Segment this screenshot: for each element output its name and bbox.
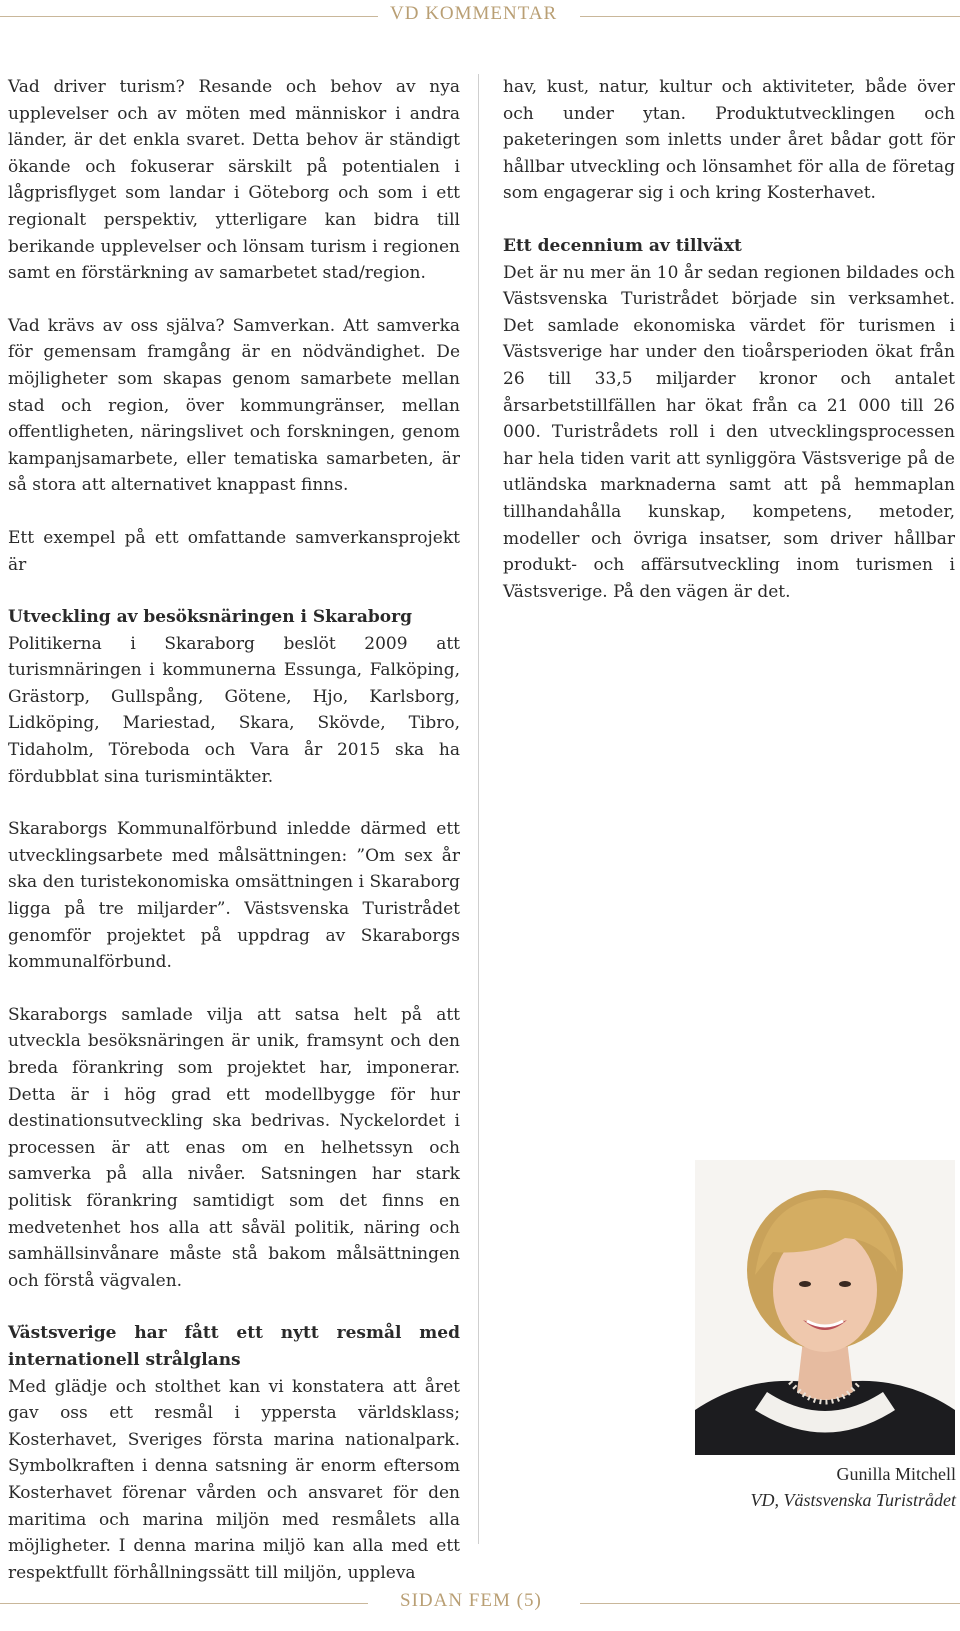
photo-caption-title: VD, Västsvenska Turistrådet — [750, 1490, 956, 1510]
column-divider — [478, 74, 479, 1544]
paragraph-decennium: Det är nu mer än 10 år sedan regionen bildades och Västsvenska Turistrådet började sin verksamhet. Det samlade ekonomiska värdet för turismen i Västsverige har under den tioårsperioden ökat från 26 till 33,5 miljarder kronor och antalet årsarbetstillfällen har ökat från ca 21 000 till 26 000. Turistrådets roll i den utvecklingsprocessen har hela tiden varit att synliggöra Västsverige på de utländska marknaderna samt att på hemmaplan tillhandahålla kunskap, kompetens, metoder, modeller och övriga insatser, som driver hållbar produkt- och affärsutveckling inom turismen i Västsverige. På den vägen är det. — [503, 262, 955, 602]
heading-decennium: Ett decennium av tillväxt — [503, 235, 742, 256]
right-article-column — [503, 74, 955, 631]
page-number: SIDAN FEM (5) — [400, 1590, 542, 1611]
page-section-title: VD KOMMENTAR — [390, 3, 558, 24]
paragraph-skaraborg-goal: Politikerna i Skaraborg beslöt 2009 att turismnäringen i kommunerna Essunga, Falköping, Grästorp, Gullspång, Götene, Hjo, Karlsborg, Lidköping, Mariestad, Skara, Skövde, Tibro, Tidaholm, Töreboda och Vara år 2015 ska ha fördubblat sina turismintäkter. — [8, 633, 460, 787]
paragraph-example-intro: Ett exempel på ett omfattande samverkansprojekt är — [8, 527, 460, 575]
heading-kosterhavet: Västsverige har fått ett nytt resmål med internationell strålglans — [8, 1323, 460, 1370]
paragraph-kommunalforbund: Skaraborgs Kommunalförbund inledde därmed ett utvecklingsarbete med målsättningen: ”Om sex år ska den turistekonomiska omsättningen i Skaraborg ligga på tre miljarder”. Västsvenska Turistrådet genomför projektet på uppdrag av Skaraborgs kommunalförbund. — [8, 819, 460, 973]
portrait-photo — [695, 1160, 955, 1455]
photo-caption-name: Gunilla Mitchell — [836, 1464, 956, 1484]
paragraph-kosterhavet: Med glädje och stolthet kan vi konstatera att året gav oss ett resmål i yppersta världsklass; Kosterhavet, Sveriges första marina nationalpark. Symbolkraften i denna satsning är enorm eftersom Kosterhavet förenar vården och ansvaret för den maritima och marina miljön med resmålets alla möjligheter. I denna marina miljö kan alla med ett respektfullt förhållningssätt till miljön, uppleva — [8, 1376, 460, 1583]
paragraph-skaraborg-vilja: Skaraborgs samlade vilja att satsa helt på att utveckla besöksnäringen är unik, framsynt och den breda förankring som projektet har, imponerar. Detta är i hög grad ett modellbygge för hur destinationsutveckling ska bedrivas. Nyckelordet i processen är att enas om en helhetssyn och samverka på alla nivåer. Satsningen har stark politisk förankring samtidigt som det finns en medvetenhet hos alla att såväl politik, näring och samhällsinvånare måste stå bakom målsättningen och förstå vägvalen. — [8, 1004, 460, 1291]
heading-skaraborg: Utveckling av besöksnäringen i Skaraborg — [8, 607, 412, 628]
paragraph-continuation: hav, kust, natur, kultur och aktiviteter, både över och under ytan. Produktutvecklingen och paketeringen som inletts under året bådar gott för hållbar utveckling och lönsamhet för alla de företag som engagerar sig i och kring Kosterhavet. — [503, 77, 955, 204]
header-rule-left — [0, 16, 378, 17]
paragraph-intro: Vad driver turism? Resande och behov av nya upplevelser och av möten med människor i andra länder, är det enkla svaret. Detta behov är ständigt ökande och fokuserar särskilt på potentialen i lågprisflyget som landar i Göteborg och som i ett regionalt perspektiv, ytterligare kan bidra till berikande upplevelser och lönsam turism i regionen samt en förstärkning av samarbetet stad/region. — [8, 77, 460, 284]
paragraph-samverkan: Vad krävs av oss själva? Samverkan. Att samverka för gemensam framgång är en nödvändighet. De möjligheter som skapas genom samarbete mellan stad och region, över kommungränser, mellan offentligheten, näringslivet och forskningen, genom kampanjsamarbete, eller tematiska samarbeten, är så stora att alternativet knappast finns. — [8, 315, 460, 496]
left-article-column — [8, 74, 460, 1612]
footer-rule-right — [580, 1603, 960, 1604]
footer-rule-left — [0, 1603, 368, 1604]
header-rule-right — [580, 16, 960, 17]
